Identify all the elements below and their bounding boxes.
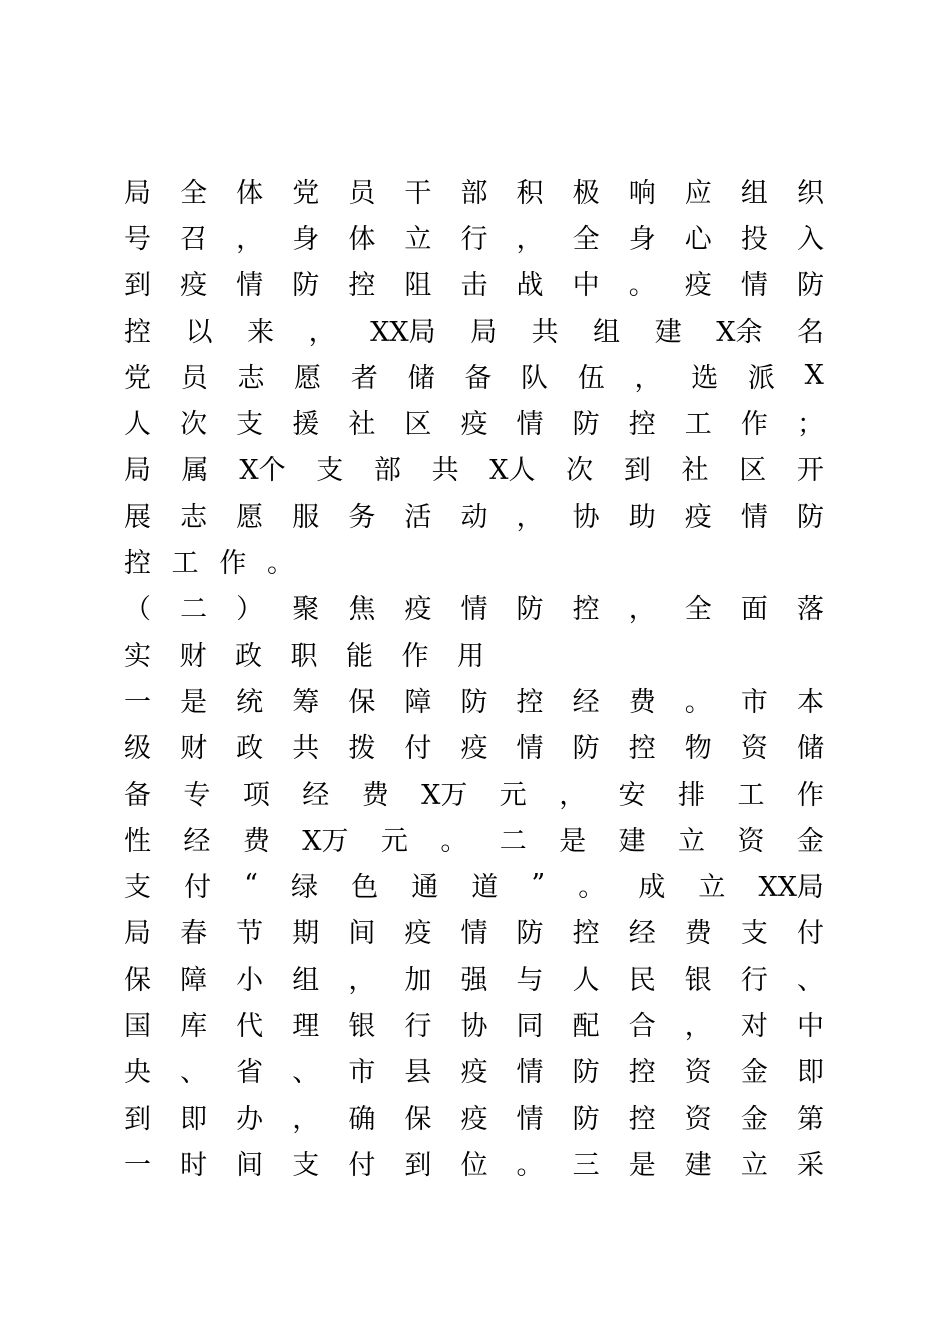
- text-glyph: 击: [460, 270, 488, 302]
- text-glyph: 春: [180, 918, 208, 950]
- text-glyph: 情: [516, 409, 544, 441]
- text-glyph: 建: [618, 825, 646, 857]
- text-glyph: 防: [460, 686, 488, 718]
- text-glyph: 。: [266, 548, 294, 580]
- text-glyph: 能: [346, 640, 373, 672]
- text-glyph: 疫: [460, 409, 488, 441]
- text-glyph: 防: [572, 733, 600, 765]
- text-glyph: 次: [566, 455, 594, 487]
- text-glyph: 县: [404, 1057, 432, 1089]
- text-glyph: 障: [180, 964, 208, 996]
- text-glyph: 次: [180, 409, 208, 441]
- text-glyph: 控: [628, 733, 656, 765]
- text-glyph: 活: [404, 501, 432, 533]
- text-glyph: 组: [593, 316, 621, 348]
- text-glyph: 情: [516, 1103, 544, 1135]
- text-glyph: 落: [796, 594, 824, 626]
- text-glyph: 民: [628, 964, 656, 996]
- text-glyph: 全: [180, 177, 208, 209]
- text-glyph: 、: [796, 964, 824, 996]
- text-glyph: 号: [124, 223, 151, 255]
- text-glyph: 党: [124, 362, 151, 394]
- text-glyph: 防: [516, 918, 544, 950]
- text-glyph: ，: [308, 316, 336, 348]
- text-glyph: 全: [572, 223, 600, 255]
- text-glyph: 经: [572, 686, 600, 718]
- text-glyph: 加: [404, 964, 432, 996]
- text-glyph: 绿: [291, 872, 319, 904]
- text-glyph: 援: [292, 409, 320, 441]
- text-glyph: 理: [292, 1010, 320, 1042]
- text-glyph: 区: [739, 455, 767, 487]
- text-glyph: X万: [302, 825, 349, 857]
- text-glyph: 金: [740, 1057, 768, 1089]
- text-glyph: 。: [578, 872, 606, 904]
- text-glyph: 支: [316, 455, 344, 487]
- text-glyph: 组: [740, 177, 768, 209]
- text-glyph: ，: [559, 779, 587, 811]
- text-glyph: 召: [180, 223, 208, 255]
- text-line: [124, 630, 484, 676]
- text-glyph: 配: [572, 1010, 600, 1042]
- text-glyph: 通: [411, 872, 439, 904]
- text-glyph: 控: [124, 548, 151, 580]
- text-glyph: 极: [572, 177, 600, 209]
- text-glyph: 备: [464, 362, 492, 394]
- text-glyph: 防: [572, 409, 600, 441]
- text-glyph: 立: [740, 1149, 768, 1181]
- text-glyph: 立: [678, 825, 706, 857]
- text-glyph: 服: [292, 501, 320, 533]
- text-glyph: 行: [460, 223, 488, 255]
- text-glyph: 付: [348, 1149, 376, 1181]
- text-glyph: 库: [180, 1010, 208, 1042]
- text-glyph: XX局: [758, 872, 824, 904]
- text-glyph: 筹: [292, 686, 320, 718]
- text-glyph: 积: [516, 177, 544, 209]
- text-glyph: 间: [348, 918, 376, 950]
- text-glyph: 付: [796, 918, 824, 950]
- text-glyph: 一: [124, 686, 151, 718]
- text-glyph: 小: [236, 964, 264, 996]
- text-glyph: 付: [404, 733, 432, 765]
- text-glyph: 疫: [684, 501, 712, 533]
- text-glyph: 疫: [684, 270, 712, 302]
- text-glyph: 助: [628, 501, 656, 533]
- text-glyph: 志: [180, 501, 208, 533]
- text-glyph: 情: [236, 270, 264, 302]
- text-glyph: 立: [698, 872, 726, 904]
- text-glyph: 国: [124, 1010, 151, 1042]
- text-glyph: 储: [796, 733, 824, 765]
- text-glyph: 愿: [294, 362, 322, 394]
- text-glyph: 是: [628, 1149, 656, 1181]
- text-glyph: 采: [796, 1149, 824, 1181]
- text-glyph: 疫: [404, 918, 432, 950]
- text-glyph: 队: [521, 362, 549, 394]
- text-glyph: ”: [531, 869, 546, 901]
- text-glyph: 情: [460, 918, 488, 950]
- text-glyph: 与: [516, 964, 544, 996]
- text-glyph: 到: [124, 270, 151, 302]
- text-line: [124, 1093, 824, 1139]
- text-line: [124, 306, 824, 352]
- text-glyph: 费: [684, 918, 712, 950]
- text-line: [124, 260, 824, 306]
- text-glyph: 省: [236, 1057, 264, 1089]
- text-line: [124, 1000, 824, 1046]
- text-glyph: 三: [572, 1149, 600, 1181]
- text-glyph: 组: [292, 964, 320, 996]
- text-glyph: 控: [516, 686, 544, 718]
- text-glyph: 财: [180, 733, 208, 765]
- text-glyph: 选: [691, 362, 719, 394]
- text-glyph: 二: [499, 825, 527, 857]
- text-glyph: 来: [247, 316, 275, 348]
- text-glyph: 身: [628, 223, 656, 255]
- text-glyph: 情: [740, 270, 768, 302]
- text-glyph: 同: [516, 1010, 544, 1042]
- text-glyph: 级: [124, 733, 151, 765]
- text-glyph: 保: [348, 686, 376, 718]
- text-glyph: 代: [236, 1010, 264, 1042]
- text-glyph: 作: [401, 640, 429, 672]
- text-line: [124, 723, 824, 769]
- text-glyph: 志: [237, 362, 265, 394]
- text-glyph: 战: [516, 270, 544, 302]
- text-glyph: 协: [460, 1010, 488, 1042]
- text-glyph: 资: [737, 825, 765, 857]
- text-glyph: 人: [572, 964, 600, 996]
- text-glyph: X万: [421, 779, 468, 811]
- text-glyph: ，: [634, 362, 662, 394]
- text-line: [124, 954, 824, 1000]
- text-glyph: 者: [350, 362, 378, 394]
- text-glyph: 政: [235, 640, 262, 672]
- text-glyph: 时: [180, 1149, 208, 1181]
- text-glyph: 属: [181, 455, 209, 487]
- text-glyph: 资: [684, 1103, 712, 1135]
- text-glyph: 费: [361, 779, 389, 811]
- text-glyph: 工: [684, 409, 712, 441]
- text-glyph: 控: [572, 918, 600, 950]
- text-glyph: 全: [684, 594, 712, 626]
- text-glyph: 确: [348, 1103, 376, 1135]
- text-glyph: 经: [628, 918, 656, 950]
- text-glyph: 拨: [348, 733, 376, 765]
- text-glyph: 作: [796, 779, 824, 811]
- text-glyph: 情: [740, 501, 768, 533]
- text-glyph: 市: [348, 1057, 376, 1089]
- text-glyph: 元: [499, 779, 527, 811]
- text-glyph: 支: [740, 918, 768, 950]
- text-glyph: 疫: [460, 733, 488, 765]
- text-glyph: 名: [797, 316, 824, 348]
- text-glyph: 。: [440, 825, 468, 857]
- text-glyph: 实: [124, 640, 151, 672]
- text-glyph: X: [804, 359, 824, 391]
- text-glyph: 身: [292, 223, 320, 255]
- text-glyph: 心: [684, 223, 712, 255]
- text-glyph: 。: [516, 1149, 544, 1181]
- text-glyph: 局: [124, 918, 151, 950]
- text-glyph: 对: [740, 1010, 768, 1042]
- text-glyph: 疫: [460, 1103, 488, 1135]
- text-glyph: 储: [407, 362, 435, 394]
- text-glyph: 备: [124, 779, 151, 811]
- text-glyph: 部: [460, 177, 488, 209]
- text-glyph: 用: [457, 640, 484, 672]
- text-glyph: 经: [183, 825, 211, 857]
- text-glyph: ，: [516, 223, 544, 255]
- text-glyph: 到: [623, 455, 651, 487]
- text-glyph: 防: [516, 594, 544, 626]
- text-glyph: （: [124, 594, 151, 626]
- text-glyph: 控: [628, 409, 656, 441]
- text-glyph: 愿: [236, 501, 264, 533]
- text-glyph: 聚: [292, 594, 320, 626]
- text-glyph: 务: [348, 501, 376, 533]
- text-glyph: 行: [404, 1010, 432, 1042]
- text-glyph: 作: [219, 548, 247, 580]
- text-glyph: 合: [628, 1010, 656, 1042]
- text-line: [124, 213, 824, 259]
- text-glyph: 建: [684, 1149, 712, 1181]
- text-glyph: ；: [796, 409, 824, 441]
- text-line: [124, 537, 294, 583]
- text-glyph: 工: [737, 779, 765, 811]
- text-glyph: 防: [796, 501, 824, 533]
- text-glyph: 开: [796, 455, 824, 487]
- text-glyph: 展: [124, 501, 151, 533]
- text-glyph: 干: [404, 177, 432, 209]
- text-glyph: 情: [460, 594, 488, 626]
- text-glyph: 共: [292, 733, 320, 765]
- text-glyph: 中: [796, 1010, 824, 1042]
- text-glyph: 防: [572, 1057, 600, 1089]
- text-line: [124, 491, 824, 537]
- text-glyph: ，: [236, 223, 264, 255]
- text-glyph: 金: [740, 1103, 768, 1135]
- text-glyph: 派: [747, 362, 775, 394]
- text-glyph: 情: [516, 1057, 544, 1089]
- text-glyph: “: [244, 869, 258, 901]
- text-glyph: 元: [380, 825, 408, 857]
- text-glyph: 织: [796, 177, 824, 209]
- text-glyph: XX局: [370, 316, 436, 348]
- text-glyph: 控: [124, 316, 151, 348]
- text-line: [124, 584, 824, 630]
- text-glyph: 防: [292, 270, 320, 302]
- text-glyph: 党: [292, 177, 320, 209]
- text-glyph: 疫: [404, 594, 432, 626]
- text-glyph: 行: [740, 964, 768, 996]
- text-line: [124, 769, 824, 815]
- text-glyph: 社: [681, 455, 709, 487]
- text-glyph: 统: [236, 686, 264, 718]
- text-glyph: 情: [516, 733, 544, 765]
- text-glyph: 作: [740, 409, 768, 441]
- text-glyph: 排: [678, 779, 706, 811]
- text-glyph: 到: [404, 1149, 432, 1181]
- text-glyph: 疫: [460, 1057, 488, 1089]
- text-line: [124, 445, 824, 491]
- text-glyph: 投: [740, 223, 768, 255]
- text-glyph: ，: [628, 594, 656, 626]
- text-glyph: 支: [236, 409, 264, 441]
- text-glyph: 局: [470, 316, 498, 348]
- text-glyph: ）: [236, 594, 264, 626]
- text-glyph: 性: [124, 825, 151, 857]
- text-glyph: 、: [292, 1057, 320, 1089]
- text-glyph: 经: [302, 779, 330, 811]
- text-glyph: 银: [348, 1010, 376, 1042]
- text-glyph: 区: [404, 409, 432, 441]
- text-glyph: 节: [236, 918, 264, 950]
- text-glyph: 金: [796, 825, 824, 857]
- text-glyph: 即: [180, 1103, 208, 1135]
- text-glyph: 费: [242, 825, 270, 857]
- text-glyph: 局: [124, 177, 151, 209]
- text-glyph: 控: [348, 270, 376, 302]
- text-glyph: 即: [796, 1057, 824, 1089]
- text-glyph: 员: [348, 177, 376, 209]
- text-glyph: X人: [489, 455, 536, 487]
- text-glyph: 中: [572, 270, 600, 302]
- text-glyph: 以: [185, 316, 213, 348]
- text-glyph: 控: [628, 1103, 656, 1135]
- body-text: [124, 167, 824, 1186]
- text-line: [124, 1047, 824, 1093]
- text-line: [124, 815, 824, 861]
- text-glyph: 应: [684, 177, 712, 209]
- text-line: [124, 167, 824, 213]
- text-glyph: 期: [292, 918, 320, 950]
- text-glyph: 财: [179, 640, 207, 672]
- text-glyph: 间: [236, 1149, 264, 1181]
- text-glyph: 二: [180, 594, 208, 626]
- text-glyph: 到: [124, 1103, 151, 1135]
- text-glyph: X个: [239, 455, 286, 487]
- text-glyph: 。: [628, 270, 656, 302]
- text-glyph: 疫: [180, 270, 208, 302]
- text-glyph: 焦: [348, 594, 376, 626]
- text-line: [124, 676, 824, 722]
- text-glyph: 成: [638, 872, 666, 904]
- text-glyph: 入: [796, 223, 824, 255]
- text-glyph: ，: [684, 1010, 712, 1042]
- text-line: [124, 861, 824, 907]
- text-glyph: 强: [460, 964, 488, 996]
- text-glyph: 共: [531, 316, 559, 348]
- text-glyph: 道: [471, 872, 499, 904]
- text-glyph: X余: [716, 316, 763, 348]
- text-line: [124, 1139, 824, 1185]
- text-glyph: 响: [628, 177, 656, 209]
- text-glyph: 色: [351, 872, 379, 904]
- text-glyph: 保: [124, 964, 151, 996]
- text-glyph: 共: [431, 455, 459, 487]
- text-glyph: 项: [242, 779, 270, 811]
- text-glyph: 伍: [577, 362, 605, 394]
- text-glyph: 部: [373, 455, 401, 487]
- text-glyph: 工: [171, 548, 199, 580]
- text-glyph: 银: [684, 964, 712, 996]
- text-glyph: 阻: [404, 270, 432, 302]
- text-glyph: 第: [796, 1103, 824, 1135]
- text-glyph: ，: [292, 1103, 320, 1135]
- text-glyph: 职: [290, 640, 318, 672]
- text-glyph: 立: [404, 223, 432, 255]
- text-glyph: 动: [460, 501, 488, 533]
- text-glyph: 付: [184, 872, 212, 904]
- text-glyph: 费: [628, 686, 656, 718]
- text-line: [124, 908, 824, 954]
- text-glyph: 本: [796, 686, 824, 718]
- text-glyph: 体: [236, 177, 264, 209]
- text-glyph: 央: [124, 1057, 151, 1089]
- text-glyph: 政: [236, 733, 264, 765]
- text-glyph: 支: [292, 1149, 320, 1181]
- text-glyph: 建: [654, 316, 682, 348]
- text-glyph: 协: [572, 501, 600, 533]
- text-glyph: 市: [740, 686, 768, 718]
- text-glyph: 一: [124, 1149, 151, 1181]
- text-glyph: 。: [684, 686, 712, 718]
- text-glyph: 安: [618, 779, 646, 811]
- text-line: [124, 352, 824, 398]
- text-glyph: 保: [404, 1103, 432, 1135]
- text-glyph: ，: [348, 964, 376, 996]
- text-glyph: 是: [180, 686, 208, 718]
- text-glyph: 位: [460, 1149, 488, 1181]
- text-glyph: 控: [628, 1057, 656, 1089]
- text-glyph: 资: [684, 1057, 712, 1089]
- text-glyph: 物: [684, 733, 712, 765]
- text-glyph: 员: [180, 362, 208, 394]
- text-glyph: 资: [740, 733, 768, 765]
- text-glyph: 、: [180, 1057, 208, 1089]
- text-glyph: 体: [348, 223, 376, 255]
- text-line: [124, 398, 824, 444]
- text-glyph: ，: [516, 501, 544, 533]
- text-glyph: 防: [796, 270, 824, 302]
- text-glyph: 面: [740, 594, 768, 626]
- text-glyph: 是: [559, 825, 587, 857]
- text-glyph: 专: [183, 779, 211, 811]
- text-glyph: 障: [404, 686, 432, 718]
- text-glyph: 社: [348, 409, 376, 441]
- text-glyph: 控: [572, 594, 600, 626]
- text-glyph: 防: [572, 1103, 600, 1135]
- text-glyph: 人: [124, 409, 151, 441]
- text-glyph: 办: [236, 1103, 264, 1135]
- text-glyph: 局: [124, 455, 151, 487]
- text-glyph: 支: [124, 872, 151, 904]
